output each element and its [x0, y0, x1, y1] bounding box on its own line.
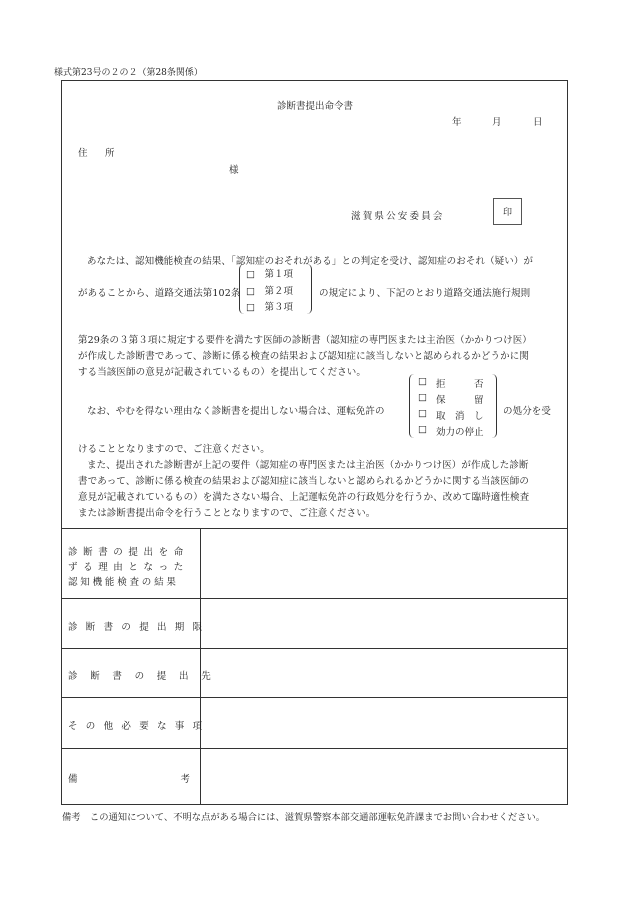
para1-before-options: があることから、道路交通法第102条 [78, 288, 241, 299]
destination-label: 診断書の提出先 [68, 671, 224, 682]
reason-label-text: 認知機能検査の結果 [68, 577, 179, 588]
option-item: 保 留 [436, 395, 484, 406]
form-caption: 様式第23号の２の２（第28条関係） [54, 68, 203, 78]
para1-line1: あなたは、認知機能検査の結果、「認知症のおそれがある」との判定を受け、認知症のおそれ（疑い）が [87, 256, 534, 267]
option-checkbox: □ [418, 408, 427, 419]
table-row-rule [61, 648, 568, 649]
table-row-rule [61, 598, 568, 599]
option-checkbox: □ [418, 376, 427, 387]
table-row-rule [61, 697, 568, 698]
table-row-rule [61, 748, 568, 749]
table-column-rule [200, 528, 201, 805]
option-item: □ 第１項 [246, 269, 293, 280]
date-day: 日 [533, 117, 543, 128]
para3-line4: または診断書提出命令を行うこととなりますので、ご注意ください。 [78, 508, 376, 519]
seal-label: 印 [502, 208, 512, 218]
reason-label-text: 診断書の提出を命 [68, 547, 189, 558]
para3-line2: 書であって、診断に係る検査の結果および認知症に該当しないと認められるかどうかに関する当該医師の [78, 476, 529, 487]
option-item: □ 第３項 [246, 302, 293, 313]
date-month: 月 [492, 117, 502, 128]
seal-box [493, 198, 522, 225]
para3-line1: また、提出された診断書が上記の要件（認知症の専門医または主治医（かかりつけ医）が作成した診断 [87, 460, 529, 471]
option-item: 効力の停止 [436, 427, 484, 438]
remarks-label-text: 備考 [68, 774, 294, 785]
table-top-rule [61, 528, 568, 529]
reason-label-line2 [68, 559, 194, 573]
option-item: 拒 否 [436, 379, 484, 390]
remarks-label [68, 771, 294, 785]
other-matters-label: その他必要な事項 [68, 721, 211, 732]
option-checkbox: □ [418, 424, 427, 435]
reason-label-line3 [68, 574, 194, 588]
address-label: 住 所 [78, 148, 119, 159]
para1-line4: が作成した診断書であって、診断に係る検査の結果および認知症に該当しないと認められるかどうかに関 [78, 351, 529, 362]
para1-line3: 第29条の３第３項に規定する要件を満たす医師の診断書（認知症の専門医または主治医（かかりつけ医） [78, 335, 532, 346]
reason-label-text: ずる理由となった [68, 562, 189, 573]
reason-label-line1 [68, 544, 194, 558]
para3-line3: 意見が記載されているもの）を満たさない場合、上記運転免許の行政処分を行うか、改めて臨時適性検査 [78, 492, 530, 503]
option-item: 取 消 し [436, 411, 484, 422]
para2-before-options: なお、やむを得ない理由なく診断書を提出しない場合は、運転免許の [87, 406, 385, 417]
document-title: 診断書提出命令書 [276, 101, 353, 112]
option-item: □ 第２項 [246, 286, 293, 297]
para1-after-options: の規定により、下記のとおり道路交通法施行規則 [319, 288, 531, 299]
date-year: 年 [452, 117, 462, 128]
para2-line2: けることとなりますので、ご注意ください。 [78, 444, 270, 455]
footnote: 備考 この通知について、不明な点がある場合には、滋賀県警察本部交通部運転免許課までお問い合わせください。 [62, 812, 546, 823]
honorific: 様 [229, 165, 239, 176]
para1-line5: する当該医師の意見が記載されているもの）を提出してください。 [78, 367, 367, 378]
issuer-name: 滋賀県公安委員会 [351, 211, 445, 222]
deadline-label: 診断書の提出期限 [68, 622, 211, 633]
option-checkbox: □ [418, 392, 427, 403]
para2-after-options: の処分を受 [503, 406, 552, 417]
